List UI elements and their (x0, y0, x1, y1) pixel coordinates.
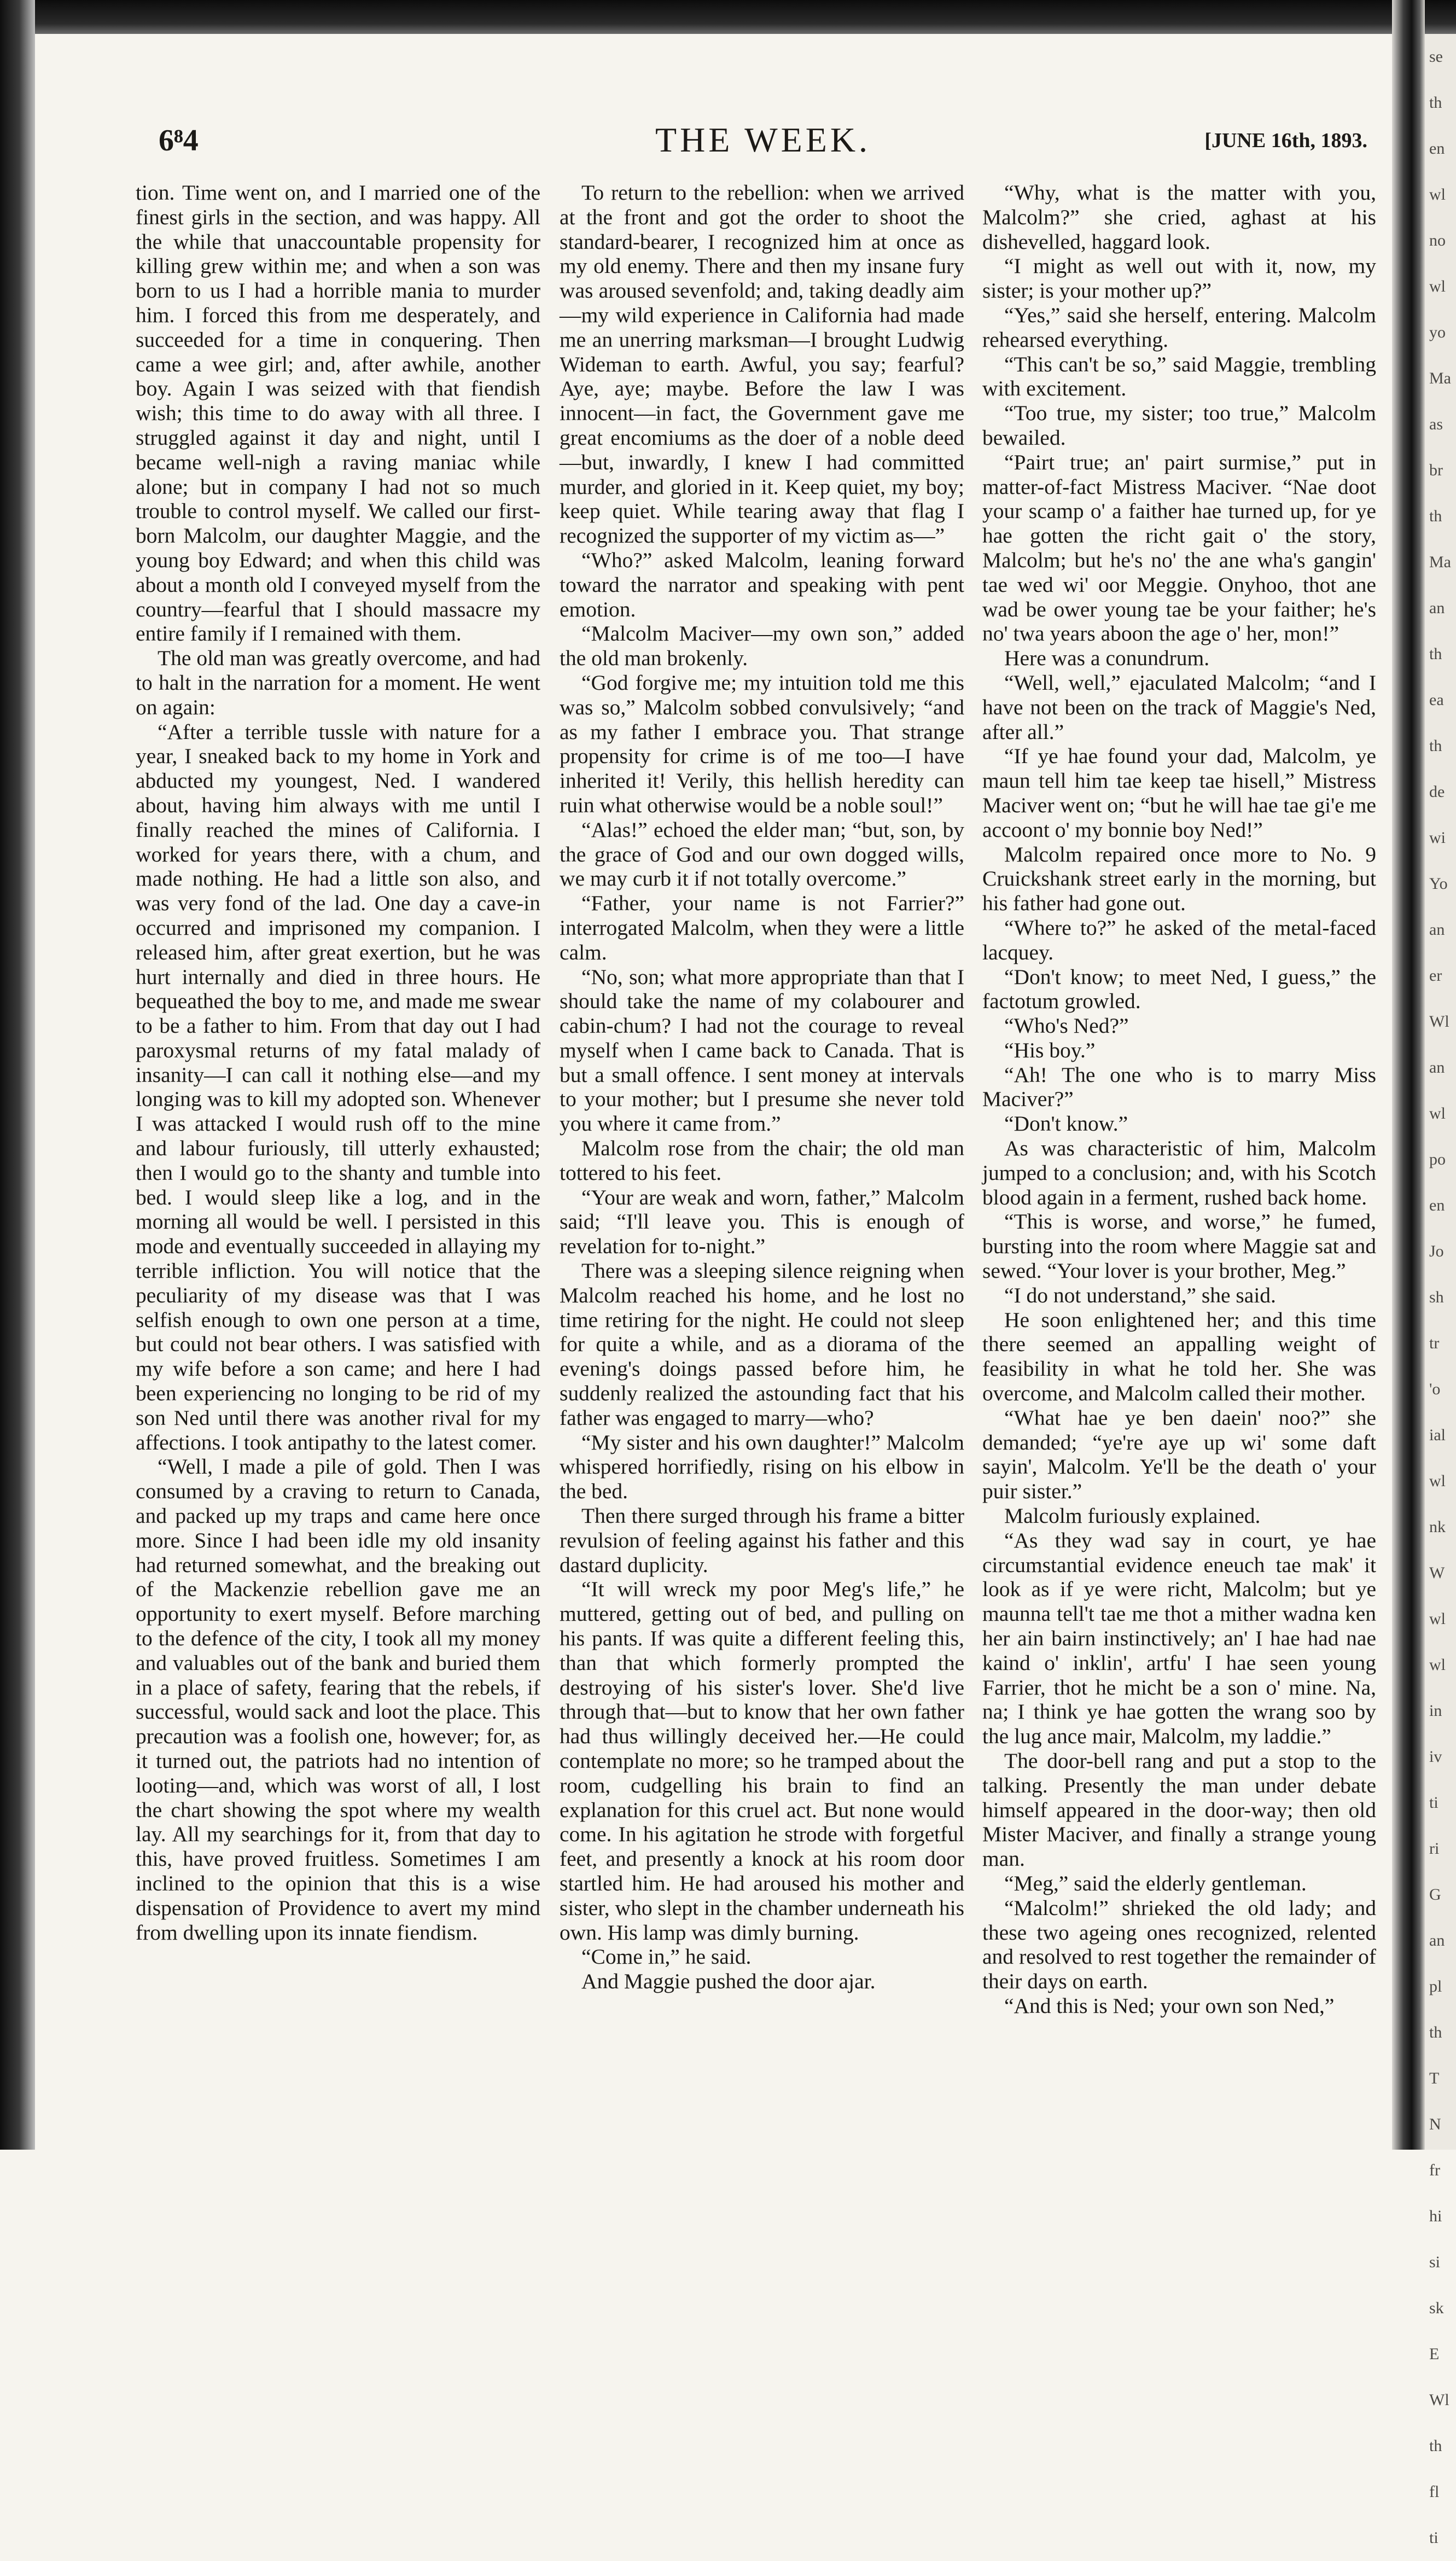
facing-page-edge (1425, 34, 1456, 2547)
facing-page-fragment: th (1429, 94, 1442, 112)
paragraph: “Well, I made a pile of gold. Then I was consumed by a craving to return to Canada, and packed up my traps and came here once more. Since I had been idle my old insanity had returned somewhat, and the breaking out of the Mackenzie rebellion gave me an opportunity to exert myself. Before marching to the defence of the city, I took all my money and valuables out of the bank and buried them in a place of safety, fearing that the rebels, if successful, would sack and loot the place. This precaution was a foolish one, however; for, as it turned out, the patriots had no intention of looting—and, which was worst of all, I lost the chart showing the spot where my wealth lay. All my searchings for it, from that day to this, have proved fruitless. Sometimes I am inclined to the opinion that this is a wise dispensation of Providence to avert my mind from dwelling upon its innate fiendism. (136, 1454, 540, 1945)
paragraph: “Pairt true; an' pairt surmise,” put in matter-of-fact Mistress Maciver. “Nae doot your scamp o' a faither hae turned up, for ye hae gotten the richt gait o' the story, Malcolm; but he's no' the ane wha's gangin' tae wed wi' oor Meggie. Onyhoo, thot ane wad be ower young tae be your faither; he's no' twa years aboon the age o' her, mon!” (982, 450, 1376, 646)
facing-page-fragment: Ma (1429, 369, 1451, 387)
facing-page-fragment: wi (1429, 829, 1446, 847)
facing-page-fragment: ial (1429, 1426, 1446, 1444)
paragraph: “God forgive me; my intuition told me this was so,” Malcolm sobbed convulsively; “and as my father I embrace you. That strange propensity for crime is of me too—I have inherited it! Verily, this hellish heredity can ruin what otherwise would be a noble soul!” (560, 670, 964, 817)
paragraph: The old man was greatly overcome, and had to halt in the narration for a moment. He went on again: (136, 646, 540, 719)
facing-page-fragment: Wl (1429, 1012, 1449, 1031)
facing-page-fragment: Wl (1429, 2391, 1449, 2409)
paragraph: “It will wreck my poor Meg's life,” he muttered, getting out of bed, and pulling on his pants. If was quite a different feeling this, than that which formerly prompted the destroying of his sister's lover. She'd live through that—but to know that her own father had thus willingly deceived her.—He could contemplate no more; so he tramped about the room, cudgelling his brain to find an explanation for this cruel act. But none would come. In his agitation he strode with forgetful feet, and presently a knock at his room door startled him. He had aroused his mother and sister, who slept in the chamber underneath his own. His lamp was dimly burning. (560, 1577, 964, 1945)
facing-page-fragment: no (1429, 231, 1446, 249)
paragraph: “And this is Ned; your own son Ned,” (1004, 1993, 1335, 2018)
paragraph: “Too true, my sister; too true,” Malcolm bewailed. (982, 401, 1376, 450)
facing-page-fragment: wl (1429, 277, 1446, 295)
text-column-2 (560, 181, 964, 1994)
facing-page-fragment: iv (1429, 1748, 1442, 1766)
paragraph: “Who?” asked Malcolm, leaning forward toward the narrator and speaking with pent emotion. (560, 548, 964, 621)
facing-page-fragment: N (1429, 2115, 1441, 2133)
facing-page-fragment: br (1429, 461, 1443, 479)
facing-page-fragment: ri (1429, 1840, 1440, 1858)
facing-page-fragment: fr (1429, 2161, 1440, 2179)
facing-page-fragment: ti (1429, 1794, 1438, 1812)
facing-page-fragment: 'o (1429, 1380, 1441, 1398)
paragraph: He soon enlightened her; and this time there seemed an appalling weight of feasibility in what he told her. She was overcome, and Malcolm called their mother. (982, 1307, 1376, 1406)
masthead-title: THE WEEK. (655, 120, 871, 159)
facing-page-fragment: Jo (1429, 1242, 1444, 1260)
facing-page-fragment: de (1429, 783, 1445, 801)
facing-page-fragment: er (1429, 967, 1442, 985)
paragraph: To return to the rebellion: when we arrived at the front and got the order to shoot the standard-bearer, I recognized him at once as my old enemy. There and then my insane fury was aroused sevenfold; and, taking deadly aim—my wild experience in California had made me an unerring marksman—I brought Ludwig Wideman to earth. Awful, you say; fearful? Aye, aye; maybe. Before the law I was innocent—in fact, the Government gave me great encomiums as the doer of a noble deed—but, inwardly, I knew I had committed murder, and gloried in it. Keep quiet, my boy; keep quiet. While tearing away that flag I recognized the supporter of my victim as—” (560, 181, 964, 548)
facing-page-fragment: wl (1429, 1610, 1446, 1628)
facing-page-fragment: E (1429, 2345, 1440, 2363)
paragraph: “What hae ye ben daein' noo?” she demanded; “ye're aye up wi' some daft sayin', Malcolm. Ye'll be the death o' your puir sister.” (982, 1405, 1376, 1504)
facing-page-fragment: en (1429, 1196, 1445, 1214)
paragraph: “Malcolm!” shrieked the old lady; and these two ageing ones recognized, relented and resolved to rest together the remainder of their days on earth. (982, 1895, 1376, 1994)
facing-page-fragment: po (1429, 1150, 1446, 1168)
facing-page-fragment: ti (1429, 2529, 1438, 2547)
paragraph: “Malcolm Maciver—my own son,” added the old man brokenly. (560, 621, 964, 671)
scan-border-left (0, 0, 35, 2150)
paragraph: “Where to?” he asked of the metal-faced lacquey. (982, 915, 1376, 964)
paragraph: “Well, well,” ejaculated Malcolm; “and I have not been on the track of Maggie's Ned, after all.” (982, 670, 1376, 744)
text-column-3 (982, 181, 1376, 2018)
facing-page-fragment: Ma (1429, 553, 1451, 571)
facing-page-fragment: si (1429, 2253, 1441, 2271)
facing-page-fragment: tr (1429, 1334, 1440, 1352)
paragraph: Malcolm furiously explained. (1004, 1504, 1261, 1528)
facing-page-fragment: G (1429, 1885, 1441, 1904)
paragraph: “Why, what is the matter with you, Malcolm?” she cried, aghast at his dishevelled, haggard look. (982, 181, 1376, 254)
paragraph: “Your are weak and worn, father,” Malcolm said; “I'll leave you. This is enough of revelation for to-night.” (560, 1185, 964, 1259)
facing-page-fragment: W (1429, 1564, 1445, 1582)
facing-page-fragment: wl (1429, 1656, 1446, 1674)
facing-page-fragment: th (1429, 737, 1442, 755)
paragraph: “I do not understand,” she said. (1004, 1283, 1276, 1307)
paragraph: “Alas!” echoed the elder man; “but, son, by the grace of God and our own dogged wills, we may curb it if not totally overcome.” (560, 817, 964, 891)
paragraph: Here was a conundrum. (1004, 646, 1210, 671)
facing-page-fragment: sh (1429, 1288, 1444, 1306)
facing-page-fragment: th (1429, 2437, 1442, 2455)
facing-page-fragment: yo (1429, 323, 1446, 341)
facing-page-fragment: ea (1429, 691, 1444, 709)
facing-page-fragment: se (1429, 48, 1443, 66)
paragraph: “Meg,” said the elderly gentleman. (1004, 1871, 1307, 1895)
facing-page-fragment: hi (1429, 2207, 1442, 2225)
paragraph: There was a sleeping silence reigning when Malcolm reached his home, and he lost no time retiring for the night. He could not sleep for quite a while, and as a diorama of the evening's doings passed before him, he suddenly realized the astounding fact that his father was engaged to marry—who? (560, 1259, 964, 1430)
facing-page-fragment: an (1429, 921, 1445, 939)
facing-page-fragment: an (1429, 599, 1445, 617)
facing-page-fragment: pl (1429, 1977, 1442, 1995)
facing-page-fragment: th (1429, 645, 1442, 663)
paragraph: “This is worse, and worse,” he fumed, bursting into the room where Maggie sat and sewed. “Your lover is your brother, Meg.” (982, 1209, 1376, 1283)
facing-page-fragment: th (1429, 2023, 1442, 2041)
facing-page-fragment: Yo (1429, 875, 1448, 893)
paragraph: “This can't be so,” said Maggie, trembling with excitement. (982, 352, 1376, 401)
paragraph: tion. Time went on, and I married one of the finest girls in the section, and was happy. All the while that unaccountable propensity for killing grew within me; and when a son was born to us I had a horrible mania to murder him. I forced this from me desperately, and succeeded for a time in conquering. Then came a wee girl; and, after awhile, another boy. Again I was seized with that fiendish wish; this time to do away with all three. I struggled against it day and night, until I became well-nigh a raving maniac while alone; but in company I had not so much trouble to control myself. We called our first-born Malcolm, our daughter Maggie, and the young boy Edward; and when this child was about a month old I conveyed myself from the country—fearful that I should massacre my entire family if I remained with them. (136, 181, 540, 646)
paragraph: “Ah! The one who is to marry Miss Maciver?” (982, 1062, 1376, 1111)
paragraph: Then there surged through his frame a bitter revulsion of feeling against his father and this dastard duplicity. (560, 1504, 964, 1577)
paragraph: “Come in,” he said. (581, 1945, 752, 1969)
facing-page-fragment: wl (1429, 185, 1446, 203)
facing-page-fragment: sk (1429, 2299, 1444, 2317)
paragraph: The door-bell rang and put a stop to the talking. Presently the man under debate himself appeared in the door-way; then old Mister Maciver, and finally a strange young man. (982, 1749, 1376, 1871)
paragraph: “Don't know; to meet Ned, I guess,” the factotum growled. (982, 964, 1376, 1014)
facing-page-fragment: en (1429, 139, 1445, 158)
facing-page-fragment: an (1429, 1931, 1445, 1949)
facing-page-fragment: wl (1429, 1104, 1446, 1122)
page-number: 6⁸4 (159, 124, 199, 158)
paragraph: “Yes,” said she herself, entering. Malcolm rehearsed everything. (982, 302, 1376, 352)
facing-page-fragment: in (1429, 1702, 1442, 1720)
facing-page-fragment: an (1429, 1058, 1445, 1076)
facing-page-fragment: th (1429, 507, 1442, 525)
paragraph: “As they wad say in court, ye hae circumstantial evidence eneuch tae mak' it look as if ye were richt, Malcolm; but ye maunna tell't tae me thot a mither wadna ken her ain bairn instinctively; an' I hae had nae kaind o' inklin', artfu' I hae seen young Farrier, thot he micht be a son o' mine. Na, na; I think ye hae gotten the wrang soo by the lug ance mair, Malcolm, my laddie.” (982, 1528, 1376, 1749)
paragraph: “After a terrible tussle with nature for a year, I sneaked back to my home in York and abducted my youngest, Ned. I wandered about, having him always with me until I finally reached the mines of California. I worked for years there, with a chum, and made nothing. He had a little son also, and was very fond of the lad. One day a cave-in occurred and imprisoned my companion. I released him, after great exertion, but he was hurt internally and died in three hours. He bequeathed the boy to me, and made me swear to be a father to him. From that day out I had paroxysmal returns of my fatal malady of insanity—I can call it nothing else—and my longing was to kill my adopted son. Whenever I was attacked I would rush off to the mine and labour furiously, till utterly exhausted; then I would go to the shanty and tumble into bed. I would sleep like a log, and in the morning all would be well. I persisted in this mode and eventually succeeded in allaying my terrible infliction. You will notice that the peculiarity of my disease was that I was selfish enough to own one person at a time, but could not bear others. I was satisfied with my wife before a son came; and here I had been experiencing no longing to be rid of my son Ned until there was another rival for my affections. I took antipathy to the latest comer. (136, 719, 540, 1454)
paragraph: Malcolm repaired once more to No. 9 Cruickshank street early in the morning, but his father had gone out. (982, 842, 1376, 916)
scan-border-top (0, 0, 1456, 34)
paragraph: “Father, your name is not Farrier?” interrogated Malcolm, when they were a little calm. (560, 891, 964, 964)
paragraph: As was characteristic of him, Malcolm jumped to a conclusion; and, with his Scotch blood again in a ferment, rushed back home. (982, 1136, 1376, 1209)
facing-page-fragment: nk (1429, 1518, 1446, 1536)
paragraph: “My sister and his own daughter!” Malcolm whispered horrifiedly, rising on his elbow in the bed. (560, 1430, 964, 1504)
facing-page-fragment: wl (1429, 1472, 1446, 1490)
paragraph: “I might as well out with it, now, my sister; is your mother up?” (982, 254, 1376, 303)
paragraph: Malcolm rose from the chair; the old man tottered to his feet. (560, 1136, 964, 1185)
facing-page-fragment: as (1429, 415, 1443, 433)
facing-page-fragment: T (1429, 2069, 1440, 2087)
text-column-1 (136, 181, 540, 1945)
paragraph: “His boy.” (1004, 1038, 1096, 1062)
paragraph: “Who's Ned?” (1004, 1014, 1129, 1038)
issue-date: [JUNE 16th, 1893. (1204, 129, 1367, 152)
book-gutter (1392, 0, 1425, 2150)
facing-page-fragment: fl (1429, 2483, 1440, 2501)
paragraph: “If ye hae found your dad, Malcolm, ye maun tell him tae keep tae hisell,” Mistress Maciver went on; “but he will hae tae gi'e me accoont o' my bonnie boy Ned!” (982, 744, 1376, 842)
paragraph: And Maggie pushed the door ajar. (581, 1969, 876, 1994)
page-header (159, 120, 1367, 172)
paragraph: “Don't know.” (1004, 1111, 1128, 1136)
paragraph: “No, son; what more appropriate than that I should take the name of my colabourer and cabin-chum? I had not the courage to reveal myself when I came back to Canada. That is but a small offence. I sent money at intervals to your mother; but I presume she never told you where it came from.” (560, 964, 964, 1136)
